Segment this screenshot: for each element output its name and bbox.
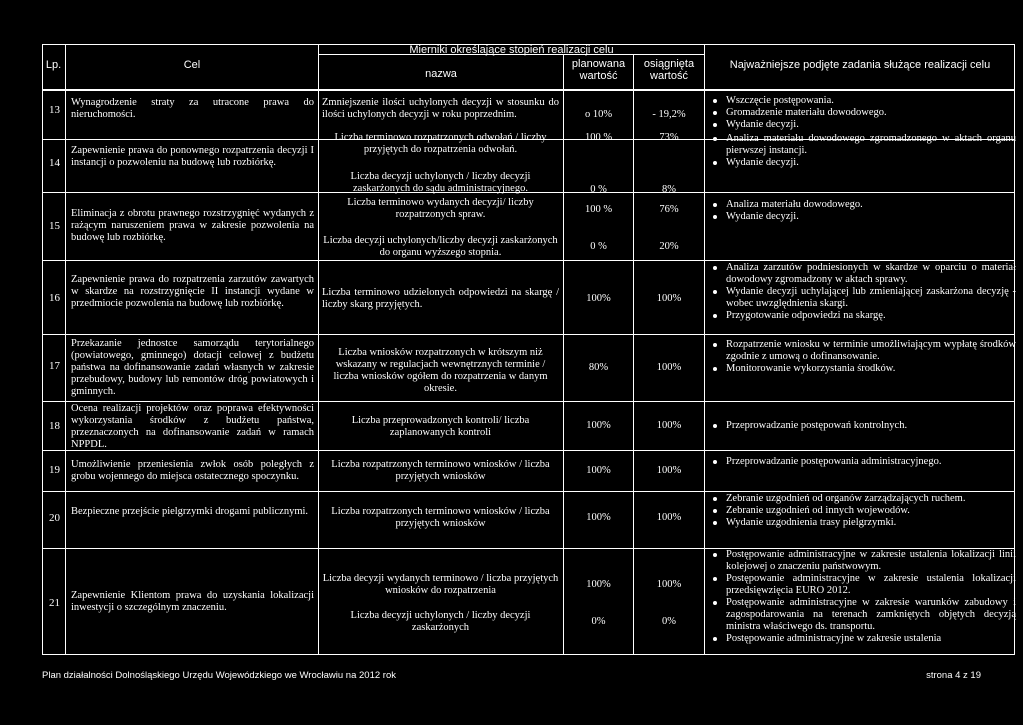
measure-name: Liczba rozpatrzonych terminowo wniosków / liczba przyjętych wniosków bbox=[331, 506, 550, 529]
achieved-value: 0% bbox=[662, 616, 676, 627]
measure-name: Liczba decyzji uchylonych / liczby decyzji zaskarżonych do sądu administracyjnego. bbox=[350, 171, 531, 194]
task-item: Postępowanie administracyjne w zakresie warunków zabudowy i zagospodarowania na terenach zamkniętych objętych decyzją ministra właściwego ds. transportu. bbox=[710, 597, 1016, 633]
row-lp: 17 bbox=[49, 360, 60, 372]
task-item: Analiza zarzutów podniesionych w skardze w oparciu o materiał dowodowy zgromadzony w aktach sprawy. bbox=[710, 262, 1016, 286]
task-list bbox=[710, 133, 1016, 169]
task-item: Wszczęcie postępowania. bbox=[710, 95, 1016, 107]
row-lp: 15 bbox=[49, 220, 60, 232]
row-lp: 19 bbox=[49, 464, 60, 476]
measure-name: Liczba decyzji uchylonych / liczby decyzji zaskarżonych bbox=[350, 610, 531, 633]
planned-value: 0 % bbox=[590, 184, 607, 195]
row-divider bbox=[42, 334, 1015, 335]
row-lp: 16 bbox=[49, 292, 60, 304]
measure-name: Liczba terminowo rozpatrzonych odwołań / liczby przyjętych do rozpatrzenia odwołań. bbox=[334, 132, 547, 155]
task-list bbox=[710, 493, 1016, 529]
achieved-value: 20% bbox=[659, 241, 679, 252]
header-lp: Lp. bbox=[45, 59, 62, 71]
header-planowana: planowana wartość bbox=[571, 58, 626, 82]
header-bottom-line bbox=[42, 89, 1015, 91]
task-list bbox=[710, 549, 1016, 654]
goal-text: Umożliwienie przeniesienia zwłok osób poległych z grobu wojennego do miejsca ostatecznego spoczynku. bbox=[71, 459, 314, 482]
task-item: Postępowanie administracyjne w zakresie ustalenia bbox=[710, 633, 1016, 645]
task-item: Postępowanie administracyjne w zakresie ustalenia lokalizacji linii kolejowej o znaczeniu państwowym. bbox=[710, 549, 1016, 573]
planned-value: 100% bbox=[586, 512, 611, 523]
achieved-value: 100% bbox=[656, 465, 682, 476]
planned-value: o 10% bbox=[584, 109, 613, 120]
task-item: Zebranie uzgodnień od innych wojewodów. bbox=[710, 505, 1016, 517]
achieved-value: 76% bbox=[659, 204, 679, 215]
achieved-value: 100% bbox=[656, 420, 682, 431]
achieved-value: 8% bbox=[662, 184, 676, 195]
task-item: Wydanie uzgodnienia trasy pielgrzymki. bbox=[710, 517, 1016, 529]
goal-text: Zapewnienie Klientom prawa do uzyskania lokalizacji inwestycji o szczególnym znaczeniu. bbox=[71, 590, 314, 613]
planned-value: 80% bbox=[588, 362, 609, 373]
header-mierniki: Mierniki określające stopień realizacji celu bbox=[409, 44, 614, 56]
col-divider bbox=[318, 44, 319, 655]
footer-title: Plan działalności Dolnośląskiego Urzędu Wojewódzkiego we Wrocławiu na 2012 rok bbox=[42, 670, 396, 681]
row-lp: 13 bbox=[49, 104, 60, 116]
planned-value: 100 % bbox=[584, 204, 613, 215]
planned-value: 0 % bbox=[590, 241, 607, 252]
goal-text: Zapewnienie prawa do rozpatrzenia zarzutów zawartych w skardze na rozstrzygnięcie II instancji wydane w przedmiocie pozwolenia na budowę lub rozbiórkę. bbox=[71, 274, 314, 309]
planned-value: 100% bbox=[586, 465, 611, 476]
task-item: Przeprowadzanie postępowania administracyjnego. bbox=[710, 456, 1016, 468]
table-border-left bbox=[42, 44, 43, 655]
task-item: Analiza materiału dowodowego zgromadzonego w aktach organu pierwszej instancji. bbox=[710, 133, 1016, 157]
measure-name: Liczba terminowo wydanych decyzji/ liczby rozpatrzonych spraw. bbox=[347, 197, 534, 220]
achieved-value: 100% bbox=[656, 362, 682, 373]
measure-name: Liczba decyzji uchylonych/liczby decyzji zaskarżonych do organu wyższego stopnia. bbox=[323, 235, 558, 258]
table-border-bottom bbox=[42, 654, 1015, 655]
task-item: Przygotowanie odpowiedzi na skargę. bbox=[710, 310, 1016, 322]
achieved-value: 73% bbox=[659, 132, 679, 143]
achieved-value: - 19,2% bbox=[652, 109, 686, 120]
planned-value: 0% bbox=[591, 616, 606, 627]
goal-text: Przekazanie jednostce samorządu terytorialnego (powiatowego, gminnego) dotacji celowej z budżetu państwa na dofinansowanie zadań własnych w zakresie przebudowy, budowy lub remontów dróg powiatowych i gminnych. bbox=[71, 338, 314, 397]
measure-name: Zmniejszenie ilości uchylonych decyzji w stosunku do ilości uchylonych decyzji w roku poprzednim. bbox=[322, 97, 559, 120]
task-list bbox=[710, 339, 1016, 375]
task-list bbox=[710, 199, 1016, 223]
task-item: Przeprowadzanie postępowań kontrolnych. bbox=[710, 420, 1016, 432]
row-lp: 21 bbox=[49, 597, 60, 609]
achieved-value: 100% bbox=[656, 579, 682, 590]
row-divider bbox=[42, 260, 1015, 261]
task-item: Wydanie decyzji. bbox=[710, 157, 1016, 169]
measure-name: Liczba rozpatrzonych terminowo wniosków / liczba przyjętych wniosków bbox=[331, 459, 550, 482]
planned-value: 100 % bbox=[584, 132, 613, 143]
col-divider bbox=[65, 44, 66, 655]
task-list bbox=[710, 420, 1016, 432]
goal-text: Ocena realizacji projektów oraz poprawa efektywności wykorzystania środków z budżetu państwa, przeznaczonych na dofinansowanie zadań w ramach NPPDL. bbox=[71, 403, 314, 450]
task-list bbox=[710, 262, 1016, 322]
measure-name: Liczba przeprowadzonych kontroli/ liczba zaplanowanych kontroli bbox=[351, 415, 530, 438]
task-item: Rozpatrzenie wniosku w terminie umożliwiającym wypłatę środków zgodnie z umową o dofinansowanie. bbox=[710, 339, 1016, 363]
measure-name: Liczba wniosków rozpatrzonych w krótszym niż wskazany w regulacjach wewnętrznych terminie / liczba wniosków ogółem do rozpatrzenia w danym okresie. bbox=[333, 347, 548, 394]
row-lp: 20 bbox=[49, 512, 60, 524]
achieved-value: 100% bbox=[656, 293, 682, 304]
planned-value: 100% bbox=[586, 293, 611, 304]
header-zadania: Najważniejsze podjęte zadania służące realizacji celu bbox=[729, 59, 991, 71]
row-divider bbox=[42, 491, 1015, 492]
task-item: Wydanie decyzji. bbox=[710, 211, 1016, 223]
task-item: Zebranie uzgodnień od organów zarządzających ruchem. bbox=[710, 493, 1016, 505]
row-lp: 14 bbox=[49, 157, 60, 169]
col-divider bbox=[563, 54, 564, 655]
planned-value: 100% bbox=[586, 579, 611, 590]
goal-text: Eliminacja z obrotu prawnego rozstrzygnięć wydanych z rażącym naruszeniem prawa w zakresie pozwolenia na budowę lub rozbiórkę. bbox=[71, 208, 314, 243]
header-cel: Cel bbox=[183, 59, 201, 71]
task-item: Postępowanie administracyjne w zakresie ustalenia lokalizacji przedsięwzięcia EURO 2012. bbox=[710, 573, 1016, 597]
task-list bbox=[710, 95, 1016, 131]
task-list bbox=[710, 456, 1016, 468]
page-number: strona 4 z 19 bbox=[926, 670, 981, 681]
goal-text: Zapewnienie prawa do ponownego rozpatrzenia decyzji I instancji o pozwoleniu na budowę lub rozbiórkę. bbox=[71, 145, 314, 168]
goal-text: Wynagrodzenie straty za utracone prawa do nieruchomości. bbox=[71, 97, 314, 120]
row-divider bbox=[42, 401, 1015, 402]
task-item: Gromadzenie materiału dowodowego. bbox=[710, 107, 1016, 119]
measure-name: Liczba terminowo udzielonych odpowiedzi na skargę / liczby skarg przyjętych. bbox=[322, 287, 559, 310]
achieved-value: 100% bbox=[656, 512, 682, 523]
planned-value: 100% bbox=[586, 420, 611, 431]
measure-name: Liczba decyzji wydanych terminowo / liczba przyjętych wniosków do rozpatrzenia bbox=[322, 573, 559, 596]
task-item: Wydanie decyzji uchylającej lub zmieniającej zaskarżona decyzję - wobec uwzględnienia skargi. bbox=[710, 286, 1016, 310]
task-item: Monitorowanie wykorzystania środków. bbox=[710, 363, 1016, 375]
task-item: Analiza materiału dowodowego. bbox=[710, 199, 1016, 211]
task-item: Wydanie decyzji. bbox=[710, 119, 1016, 131]
row-lp: 18 bbox=[49, 420, 60, 432]
header-osiagnieta: osiągnięta wartość bbox=[643, 58, 695, 82]
col-divider bbox=[633, 54, 634, 655]
col-divider bbox=[704, 44, 705, 655]
header-nazwa: nazwa bbox=[425, 68, 457, 80]
goal-text: Bezpieczne przejście pielgrzymki drogami publicznymi. bbox=[71, 506, 309, 517]
